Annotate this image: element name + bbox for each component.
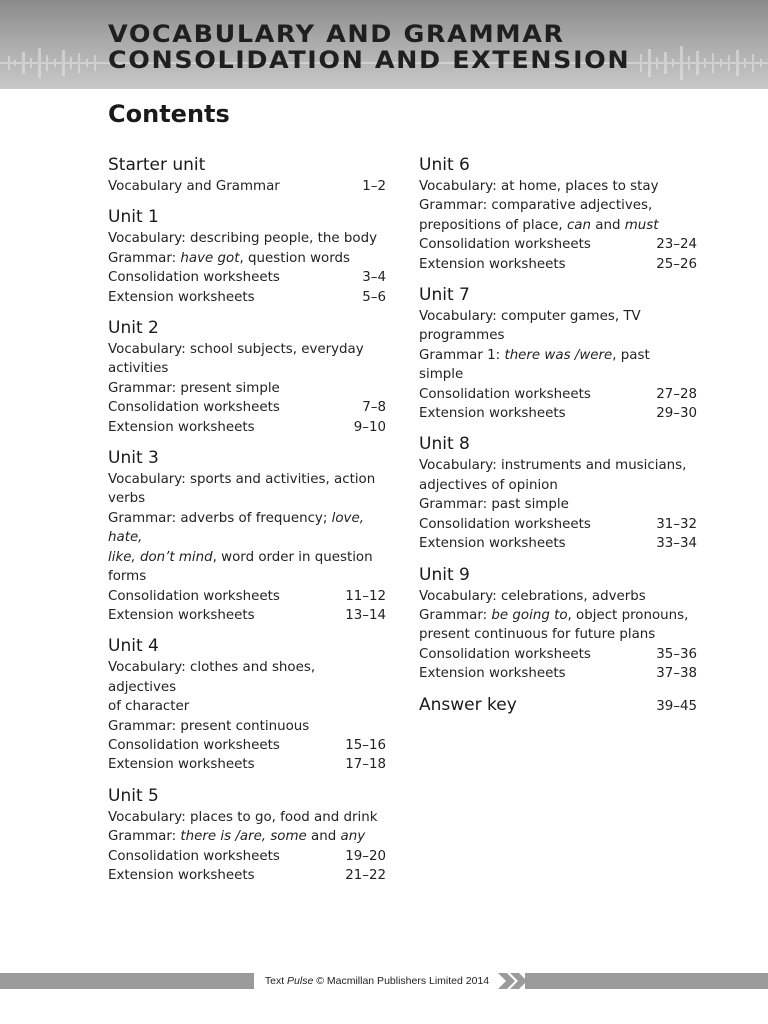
entry-label: Extension worksheets [108,607,255,623]
entry-pages: 15–16 [345,737,386,753]
entry-label: Vocabulary and Grammar [108,179,280,194]
contents-entry [108,587,386,606]
entry-label: Consolidation worksheets [108,400,280,416]
unit-section [419,432,697,553]
entry-label: Consolidation worksheets [419,237,591,253]
entry-label: Grammar: past simple [419,497,569,513]
entry-pages: 7–8 [362,400,386,416]
unit-heading: Unit 5 [108,785,159,806]
emphasis-text: have got [180,250,240,266]
entry-label: Consolidation worksheets [419,386,591,402]
entry-label: Grammar: present simple [108,380,280,396]
header-title-line-1: VOCABULARY AND GRAMMAR [108,20,565,48]
unit-section [419,283,697,423]
footer-bar-right [525,973,768,989]
emphasis-text: love, hate, [108,510,364,546]
entry-label: Consolidation worksheets [108,848,280,864]
entry-pages: 21–22 [345,867,386,883]
line-text: and [591,217,625,233]
unit-section [419,563,697,684]
entry-line: programmes [419,328,505,344]
entry-label: Vocabulary: places to go, food and drink [108,809,378,825]
line-text: Grammar 1: [419,347,505,363]
entry-line [108,249,386,268]
entry-label: Extension worksheets [108,867,255,883]
entry-line [108,548,386,567]
entry-line [108,509,386,548]
entry-pages: 37–38 [656,666,697,682]
line-text: , question words [239,250,350,266]
unit-heading: Unit 3 [108,448,159,469]
line-text: Grammar: [108,250,181,266]
contents-entry [419,587,697,606]
contents-entry [108,866,386,885]
footer-suffix: © Macmillan Publishers Limited 2014 [313,975,490,987]
unit-section [108,784,386,886]
entry-label: Extension worksheets [108,757,255,773]
line-text: Grammar: [419,607,492,623]
double-chevron-icon [498,971,528,991]
footer-copyright [254,972,500,990]
contents-entry [108,177,386,196]
contents-entry [108,847,386,866]
header-title-line-2: CONSOLIDATION AND EXTENSION [108,46,631,74]
entry-pages: 27–28 [656,386,697,402]
emphasis-text: like, don’t mind [108,549,213,565]
entry-line [419,346,697,385]
entry-label: Extension worksheets [419,536,566,552]
entry-label: Extension worksheets [419,256,566,272]
entry-pages: 9–10 [353,419,386,435]
contents-entry [419,645,697,664]
entry-line: activities [108,361,169,377]
contents-entry [108,736,386,755]
contents-entry [419,495,697,514]
entry-line: Vocabulary: sports and activities, action [108,472,376,488]
unit-section [108,205,386,307]
contents-entry [419,534,697,553]
contents-entry [419,255,697,274]
emphasis-text: must [624,217,659,233]
entry-label: Consolidation worksheets [108,737,280,753]
unit-heading: Unit 9 [419,564,470,585]
line-text: forms [108,569,147,585]
entry-pages: 25–26 [656,256,697,272]
contents-entry [419,177,697,196]
footer-bar-left [0,973,254,989]
contents-entry [108,398,386,417]
line-text: Grammar: [108,829,181,845]
entry-label: Consolidation worksheets [108,588,280,604]
line-text: prepositions of place, [419,217,567,233]
emphasis-text: there was /were [504,347,613,363]
entry-pages: 29–30 [656,406,697,422]
entry-label: Grammar: present continuous [108,718,310,734]
unit-section [108,446,386,625]
contents-entry [108,229,386,248]
entry-label: Extension worksheets [419,406,566,422]
entry-pages: 13–14 [345,607,386,623]
entry-label: Consolidation worksheets [419,646,591,662]
contents-column-right [419,153,697,717]
entry-line [108,827,386,846]
contents-entry [108,418,386,437]
entry-line [108,567,386,586]
entry-label: Vocabulary: celebrations, adverbs [419,588,646,604]
unit-section [108,316,386,437]
unit-heading: Unit 6 [419,155,470,175]
line-text: and [306,829,341,845]
line-text: , object pronouns, [567,607,689,623]
contents-entry [419,235,697,254]
unit-heading: Unit 4 [108,636,159,657]
entry-label: Consolidation worksheets [419,516,591,532]
entry-label: Consolidation worksheets [108,270,280,286]
unit-section [419,153,697,274]
entry-line: Vocabulary: instruments and musicians, [419,458,687,474]
line-text: , past simple [419,347,650,383]
line-text: , word order in question [212,549,373,565]
contents-entry [108,379,386,398]
unit-heading: Unit 8 [419,434,470,455]
entry-pages: 1–2 [362,179,386,194]
entry-pages: 17–18 [345,757,386,773]
answer-key-pages: 39–45 [656,698,697,714]
unit-heading: Unit 7 [419,285,470,306]
unit-heading: Starter unit [108,155,206,175]
answer-key-heading: Answer key [419,694,517,715]
emphasis-text: be going to [491,607,568,623]
entry-pages: 23–24 [656,237,697,253]
entry-line: Vocabulary: clothes and shoes, adjectives [108,660,316,695]
contents-column-left [108,153,386,894]
entry-label: Extension worksheets [419,666,566,682]
entry-label: Vocabulary: at home, places to stay [419,179,659,194]
entry-line: Vocabulary: computer games, TV [419,309,641,325]
entry-line [419,216,697,235]
unit-section [108,634,386,774]
answer-key-entry [419,693,697,717]
footer-prefix: Text [264,975,288,987]
page-title: Contents [108,100,230,128]
contents-entry [419,404,697,423]
contents-entry [419,664,697,683]
entry-pages: 35–36 [656,646,697,662]
unit-section [108,153,386,196]
entry-pages: 5–6 [362,289,386,305]
unit-heading: Unit 2 [108,318,159,339]
entry-label: Extension worksheets [108,419,255,435]
entry-pages: 31–32 [656,516,697,532]
footer-brand: Pulse [287,975,314,987]
entry-pages: 33–34 [656,536,697,552]
contents-entry [108,808,386,827]
entry-pages: 11–12 [345,588,386,604]
contents-entry [419,385,697,404]
entry-line: verbs [108,491,146,507]
unit-heading: Unit 1 [108,207,159,228]
contents-entry [108,606,386,625]
line-text: Grammar: adverbs of frequency; [108,510,332,526]
emphasis-text: any [340,829,366,845]
contents-entry [419,515,697,534]
entry-line: present continuous for future plans [419,627,656,643]
entry-pages: 19–20 [345,848,386,864]
entry-label: Vocabulary: describing people, the body [108,231,378,247]
contents-entry [108,288,386,307]
entry-line: Vocabulary: school subjects, everyday [108,342,364,358]
entry-pages: 3–4 [362,270,386,286]
contents-entry [108,755,386,774]
contents-entry [108,268,386,287]
entry-line: Grammar: comparative adjectives, [419,198,653,214]
emphasis-text: there is /are, some [180,829,307,845]
emphasis-text: can [566,217,591,233]
entry-label: Extension worksheets [108,289,255,305]
page-footer [0,969,768,991]
header-banner [0,0,768,89]
entry-line: adjectives of opinion [419,477,558,493]
contents-entry [108,717,386,736]
entry-line: of character [108,699,190,715]
entry-line [419,606,697,625]
